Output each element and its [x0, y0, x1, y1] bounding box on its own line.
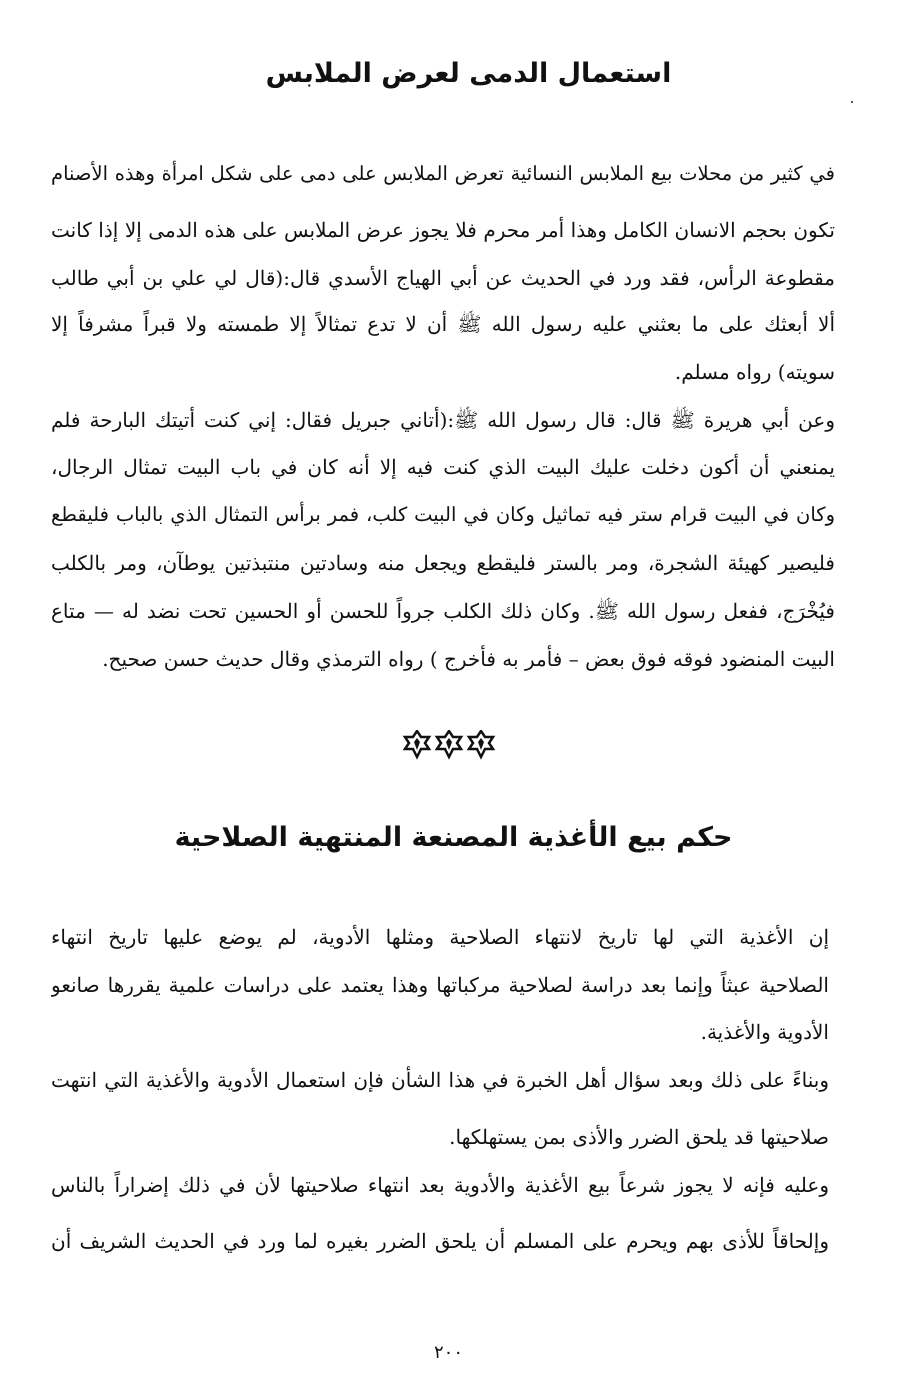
star-ornament-icon	[466, 730, 496, 760]
paragraph-line: وكان في البيت قرام ستر فيه تماثيل وكان في البيت كلب، فمر برأس التمثال الذي بالباب فليقطع	[51, 503, 835, 526]
paragraph-line: فليصير كهيئة الشجرة، ومر بالستر فليقطع ويجعل منه وسادتين منتبذتين يوطآن، ومر بالكلب	[51, 551, 835, 575]
paragraph-line: وعن أبي هريرة ﷺ قال: قال رسول الله ﷺ:(أتاني جبريل فقال: إني كنت أتيتك البارحة فلم	[51, 408, 835, 432]
paragraph-line: في كثير من محلات بيع الملابس النسائية تعرض الملابس على دمى على شكل امرأة وهذه الأصنام	[51, 162, 835, 185]
section-title-mannequins: استعمال الدمى لعرض الملابس	[265, 58, 672, 89]
paragraph-line: البيت المنضود فوقه فوق بعض – فأمر به فأخرج ) رواه الترمذي وقال حديث حسن صحيح.	[102, 647, 835, 671]
paragraph-line: يمنعني أن أكون دخلت عليك البيت الذي كنت فيه إلا أنه كان في باب البيت تمثال الرجال،	[51, 455, 835, 479]
paragraph-line: الأدوية والأغذية.	[700, 1020, 829, 1044]
paragraph-line: وعليه فإنه لا يجوز شرعاً بيع الأغذية والأدوية بعد انتهاء صلاحيتها لأن في ذلك إضراراً بالناس	[51, 1173, 829, 1197]
paragraph-line: صلاحيتها قد يلحق الضرر والأذى بمن يستهلكها.	[449, 1125, 829, 1149]
paragraph-line: إن الأغذية التي لها تاريخ لانتهاء الصلاحية ومثلها الأدوية، لم يوضع عليها تاريخ انتهاء	[51, 925, 829, 949]
section-title-expired-food: حكم بيع الأغذية المصنعة المنتهية الصلاحية	[174, 822, 733, 853]
star-ornament-icon	[434, 730, 464, 760]
paragraph-line: ألا أبعثك على ما بعثني عليه رسول الله ﷺ أن لا تدع تمثالاً إلا طمسته ولا قبراً مشرفاً إلا	[51, 312, 835, 336]
paragraph-line: سويته) رواه مسلم.	[674, 360, 835, 384]
paragraph-line: الصلاحية عبثاً وإنما بعد دراسة لصلاحية مركباتها وهذا يعتمد على دراسات علمية يقررها صانعو	[51, 973, 829, 997]
paragraph-line: مقطوعة الرأس، فقد ورد في الحديث عن أبي الهياج الأسدي قال:(قال لي علي بن أبي طالب	[51, 266, 835, 290]
section-divider-ornament	[402, 730, 496, 760]
paragraph-line: تكون بحجم الانسان الكامل وهذا أمر محرم فلا يجوز عرض الملابس على هذه الدمى إلا إذا كانت	[51, 218, 835, 242]
star-ornament-icon	[402, 730, 432, 760]
paragraph-line: وبناءً على ذلك وبعد سؤال أهل الخبرة في هذا الشأن فإن استعمال الأدوية والأغذية التي انتهت	[51, 1068, 829, 1092]
paragraph-line: فيُخْرَج، ففعل رسول الله ﷺ. وكان ذلك الكلب جرواً للحسن أو الحسين تحت نضد له — متاع	[51, 599, 835, 623]
paragraph-line: وإلحاقاً للأذى بهم ويحرم على المسلم أن يلحق الضرر بغيره لما ورد في الحديث الشريف أن	[51, 1229, 829, 1253]
page-number: ٢٠٠	[433, 1342, 463, 1363]
margin-mark	[851, 101, 853, 103]
